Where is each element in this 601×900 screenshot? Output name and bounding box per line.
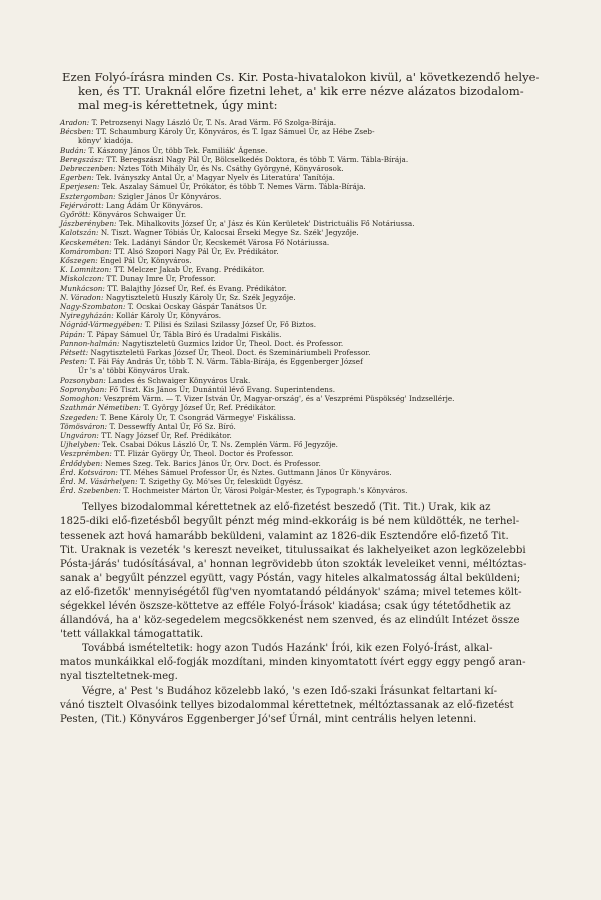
subscriber-text: Tek. Mihalkovits József Úr, a' Jász és Kún Kerületek' Districtuális Fő Notáriussa.	[118, 219, 415, 229]
subscriber-text: TT. Balajthy József Úr, Ref. és Evang. Prédikátor.	[107, 283, 287, 293]
subscriber-place: N. Váradon:	[60, 292, 104, 302]
subscriber-place: Debreczenben:	[60, 164, 116, 174]
subscriber-entry	[60, 228, 571, 237]
body-line: Tellyes bizodalommal kérettetnek az elő-fizetést beszedő (Tit. Tit.) Urak, kik az	[82, 502, 491, 514]
subscriber-text: T. Dessewffy Antal Úr, Fő Sz. Bíró.	[109, 421, 236, 431]
subscriber-text: Kollár Károly Úr, Könyváros.	[116, 311, 222, 321]
subscriber-list	[60, 118, 571, 495]
subscriber-entry	[60, 210, 571, 219]
intro-line: Ezen Folyó-írásra minden Cs. Kir. Posta-hivatalokon kivül, a' következendő helye-	[62, 70, 540, 84]
subscriber-place: Szathmár Németiben:	[60, 403, 141, 413]
subscriber-entry	[60, 146, 571, 155]
subscriber-text: T. Pilisi és Szilasi Szilassy József Úr, Fő Biztos.	[144, 320, 317, 330]
subscriber-entry	[60, 403, 571, 412]
subscriber-text-continued: könyv' kiadója.	[78, 136, 134, 146]
subscriber-place: Győrött:	[60, 210, 91, 220]
body-line: 1825-diki elő-fizetésből begyűlt pénzt még mind-ekkoráig is bé nem küldötték, ne terhel-	[60, 516, 520, 528]
paragraph-authors	[60, 642, 571, 684]
body-line: állandóvá, ha a' köz-segedelem megcsökkenést nem szenved, és az elindúlt Intézet össze	[60, 615, 520, 627]
subscriber-place: Érd. Szebenben:	[60, 486, 121, 496]
subscriber-entry	[60, 127, 571, 145]
subscriber-entry	[60, 192, 571, 201]
subscriber-text: Engel Pál Úr, Könyváros.	[100, 256, 192, 266]
subscriber-place: Tömösváron:	[60, 421, 108, 431]
paragraph-pest-subscription	[60, 685, 571, 727]
subscriber-place: K. Lomnitzon:	[60, 265, 112, 275]
subscriber-entry	[60, 256, 571, 265]
subscriber-place: Pápán:	[60, 329, 86, 339]
subscriber-place: Veszprémben:	[60, 449, 112, 459]
subscriber-entry	[60, 477, 571, 486]
subscriber-text: TT. Nagy József Úr, Ref. Prédikátor.	[101, 430, 232, 440]
subscriber-text: Nagytiszteletü Guzmics Izidor Úr, Theol. Doct. és Professor.	[121, 338, 344, 348]
subscriber-text: T. Kászony János Úr, több Tek. Familiák' Ágense.	[88, 145, 268, 155]
subscriber-place: Sopronyban:	[60, 384, 107, 394]
subscriber-text: TT. Dunay Imre Úr, Professor.	[106, 274, 216, 284]
subscriber-place: Bécsben:	[60, 127, 94, 137]
body-line: Végre, a' Pest 's Budához közelebb lakó, 's ezen Idő-szaki Írásunkat feltartani kí-	[82, 685, 498, 697]
subscriber-entry	[60, 265, 571, 274]
subscriber-place: Kecskeméten:	[60, 237, 112, 247]
subscriber-text: Könyváros Schwaiger Úr.	[92, 210, 187, 220]
subscriber-text: Veszprém Várm. — T. Vizer István Úr, Magyar-ország', és a' Veszprémi Püspökség' Indzsellérje.	[103, 394, 455, 404]
body-line: Pesten, (Tit.) Könyváros Eggenberger Jó'sef Úrnál, mint centrális helyen letenni.	[60, 713, 477, 725]
subscriber-place: Miskolczon:	[60, 274, 105, 284]
body-line: 'tett vállakkal támogattatik.	[60, 629, 204, 641]
body-line: nyal tiszteltetnek-meg.	[60, 671, 178, 683]
subscriber-text: TT. Flizár György Úr, Theol. Doctor és Professor.	[114, 449, 294, 459]
subscriber-entry	[60, 238, 571, 247]
subscriber-entry	[60, 118, 571, 127]
subscriber-place: Esztergomban:	[60, 191, 116, 201]
subscriber-place: Aradon:	[60, 118, 90, 127]
subscriber-text: Nemes Szeg. Tek. Barics János Úr, Orv. Doct. és Professor.	[105, 458, 321, 468]
subscriber-place: Egerben:	[60, 173, 94, 183]
subscriber-text: Lang Ádám Úr Könyváros.	[106, 200, 203, 210]
subscriber-entry	[60, 431, 571, 440]
subscriber-place: Érdődyben:	[60, 458, 103, 468]
subscriber-entry	[60, 311, 571, 320]
subscriber-entry	[60, 468, 571, 477]
subscriber-text: Tek. Iványszky Antal Úr, a' Magyar Nyelv és Literatúra' Tanítója.	[96, 173, 335, 183]
notice-body	[60, 501, 571, 727]
subscriber-entry	[60, 422, 571, 431]
subscriber-entry	[60, 155, 571, 164]
subscriber-text: T. Fái Fáy András Úr, több T. N. Várm. Tábla-Bírája, és Eggenberger József	[89, 357, 363, 367]
subscriber-place: Érd. Kotsváron:	[60, 467, 118, 477]
subscriber-place: Beregszász:	[60, 154, 105, 164]
subscriber-text: TT. Méhes Sámuel Professor Úr, és Nztes. Guttmann János Úr Könyváros.	[120, 467, 392, 477]
subscriber-place: Érd. M. Vásárhelyen:	[60, 476, 138, 486]
subscriber-text: Szigler János Úr Könyváros.	[117, 191, 222, 201]
subscriber-entry	[60, 330, 571, 339]
subscriber-text: Tek. Ladányi Sándor Úr, Kecskemét Városa Fő Notáriussa.	[113, 237, 330, 247]
subscriber-text: Nagytiszteletü Farkas József Úr, Theol. Doct. és Szemináriumbeli Professor.	[90, 348, 371, 358]
subscriber-text: Nztes Tóth Mihály Úr, és Ns. Csáthy Györgyné, Könyvárosok.	[117, 164, 344, 174]
subscriber-text: TT. Melczer Jakab Úr, Evang. Prédikátor.	[113, 265, 265, 275]
intro-paragraph	[60, 70, 571, 112]
subscriber-text: N. Tiszt. Wagner Tóbiás Úr, Kalocsai Érseki Megye Sz. Szék' Jegyzője.	[100, 228, 359, 238]
subscriber-entry	[60, 486, 571, 495]
subscriber-text: T. György József Úr, Ref. Prédikátor.	[143, 403, 277, 413]
subscriber-text: T. Bene Károly Úr, T. Csongrád Vármegye' Fiskálissa.	[100, 412, 296, 422]
subscriber-entry	[60, 394, 571, 403]
subscriber-place: Somoghon:	[60, 394, 102, 404]
subscriber-entry	[60, 247, 571, 256]
subscriber-place: Jászberényben:	[60, 219, 117, 229]
paragraph-payment-request	[60, 501, 571, 642]
subscriber-place: Kalotszán:	[60, 228, 99, 238]
subscriber-place: Ungváron:	[60, 430, 99, 440]
body-line: Tit. Uraknak is vezeték 's kereszt neveiket, titulussaikat és lakhelyeiket azon legközelebbi	[60, 544, 526, 556]
subscriber-entry	[60, 164, 571, 173]
subscriber-entry	[60, 284, 571, 293]
body-line: vánó tisztelt Olvasóink tellyes bizodalommal kérettetnek, méltóztassanak az elő-fizetést	[60, 699, 514, 711]
subscriber-text: T. Pápay Sámuel Úr, Tábla Bíró és Uradalmi Fiskális.	[87, 329, 282, 339]
subscriber-entry	[60, 385, 571, 394]
subscriber-place: Kőszegen:	[60, 256, 98, 266]
subscriber-text: Fő Tiszt. Kis János Úr, Dunántúl lévő Evang. Superintendens.	[109, 384, 336, 394]
subscriber-entry	[60, 182, 571, 191]
subscriber-entry	[60, 302, 571, 311]
subscriber-entry	[60, 339, 571, 348]
body-line: tessenek azt hová hamarább beküldeni, valamint az 1826-dik Esztendőre elő-fizető Tit.	[60, 530, 509, 542]
subscriber-place: Szegeden:	[60, 412, 99, 422]
subscriber-entry	[60, 459, 571, 468]
subscriber-place: Komáromban:	[60, 246, 112, 256]
subscriber-entry	[60, 293, 571, 302]
subscriber-entry	[60, 320, 571, 329]
subscriber-place: Pozsonyban:	[60, 375, 106, 385]
body-line: matos munkáikkal elő-fogják mozdítani, minden kinyomtatott ívért eggy eggy pengő aran-	[60, 657, 526, 669]
subscriber-text: TT. Alsó Szopori Nagy Pál Úr, Ev. Prédikátor.	[114, 246, 279, 256]
subscriber-entry	[60, 348, 571, 357]
subscriber-text: Tek. Csabai Dókus László Úr, T. Ns. Zemplén Várm. Fő Jegyzője.	[102, 440, 338, 450]
subscriber-place: Pesten:	[60, 357, 87, 367]
subscriber-text: Nagytiszteletü Huszly Károly Úr, Sz. Szék Jegyzője.	[105, 292, 296, 302]
body-line: az elő-fizetők' mennyiségétől füg'ven nyomtatandó példányok' száma; mivel tetemes költ-	[60, 586, 522, 598]
subscriber-place: Nógrád-Vármegyében:	[60, 320, 143, 330]
subscriber-place: Budán:	[60, 145, 87, 155]
subscriber-place: Eperjesen:	[60, 182, 100, 192]
subscriber-entry	[60, 449, 571, 458]
subscriber-text: T. Szigethy Gy. Mó'ses Úr, felesküdt Ügyész.	[139, 476, 304, 486]
subscriber-place: Fejérvárott:	[60, 200, 104, 210]
subscriber-place: Pétsett:	[60, 348, 89, 358]
subscriber-place: Munkácson:	[60, 283, 105, 293]
subscriber-place: Ujhelyben:	[60, 440, 100, 450]
subscriber-text: T. Hochmeister Márton Úr, Városi Polgár-Mester, és Typograph.'s Könyváros.	[123, 486, 408, 496]
subscriber-text: T. Petrozsenyi Nagy László Úr, T. Ns. Arad Várm. Fő Szolga-Bírája.	[91, 118, 337, 127]
subscriber-entry	[60, 201, 571, 210]
body-line: ségekkel lévén öszsze-köttetve az efféle Folyó-Írások' kiadása; csak úgy tétetődhetik az	[60, 600, 511, 612]
subscriber-entry	[60, 219, 571, 228]
subscriber-text: TT. Schaumburg Károly Úr, Könyváros, és T. Igaz Sámuel Úr, az Hébe Zseb-	[95, 127, 375, 137]
subscriber-entry	[60, 357, 571, 375]
subscriber-text: Tek. Aszalay Sámuel Úr, Prókátor, és több T. Nemes Várm. Tábla-Bírája.	[101, 182, 366, 192]
subscriber-place: Pannon-halmán:	[60, 338, 120, 348]
body-line: Továbbá ismételtetik: hogy azon Tudós Hazánk' Írói, kik ezen Folyó-Írást, alkal-	[82, 643, 493, 655]
subscriber-text: Landes és Schwaiger Könyváros Urak.	[108, 375, 251, 385]
subscriber-text-continued: Úr 's a' többi Könyváros Urak.	[78, 366, 190, 376]
subscriber-entry	[60, 376, 571, 385]
subscriber-entry	[60, 440, 571, 449]
intro-line: ken, és TT. Uraknál előre fizetni lehet, a' kik erre nézve alázatos bizodalom-	[78, 84, 524, 98]
subscriber-text: T. Ocskai Ocskay Gáspár Tanátsos Úr.	[127, 302, 267, 312]
body-line: Pósta-járás' tudósításával, a' honnan legrövidebb úton szokták leveleiket venni, méltóztas-	[60, 558, 527, 570]
intro-line: mal meg-is kérettetnek, úgy mint:	[78, 98, 278, 112]
body-line: sanak a' begyűlt pénzzel együtt, vagy Póstán, vagy hiteles alkalmatosság által beküldeni;	[60, 572, 521, 584]
subscriber-text: TT. Beregszászi Nagy Pál Úr, Bölcselkedés Doktora, és több T. Várm. Tábla-Bírája.	[106, 154, 409, 164]
subscriber-place: Nyiregyházán:	[60, 311, 114, 321]
subscriber-entry	[60, 173, 571, 182]
subscriber-entry	[60, 274, 571, 283]
subscriber-place: Nagy-Szombaton:	[60, 302, 126, 312]
subscriber-entry	[60, 413, 571, 422]
